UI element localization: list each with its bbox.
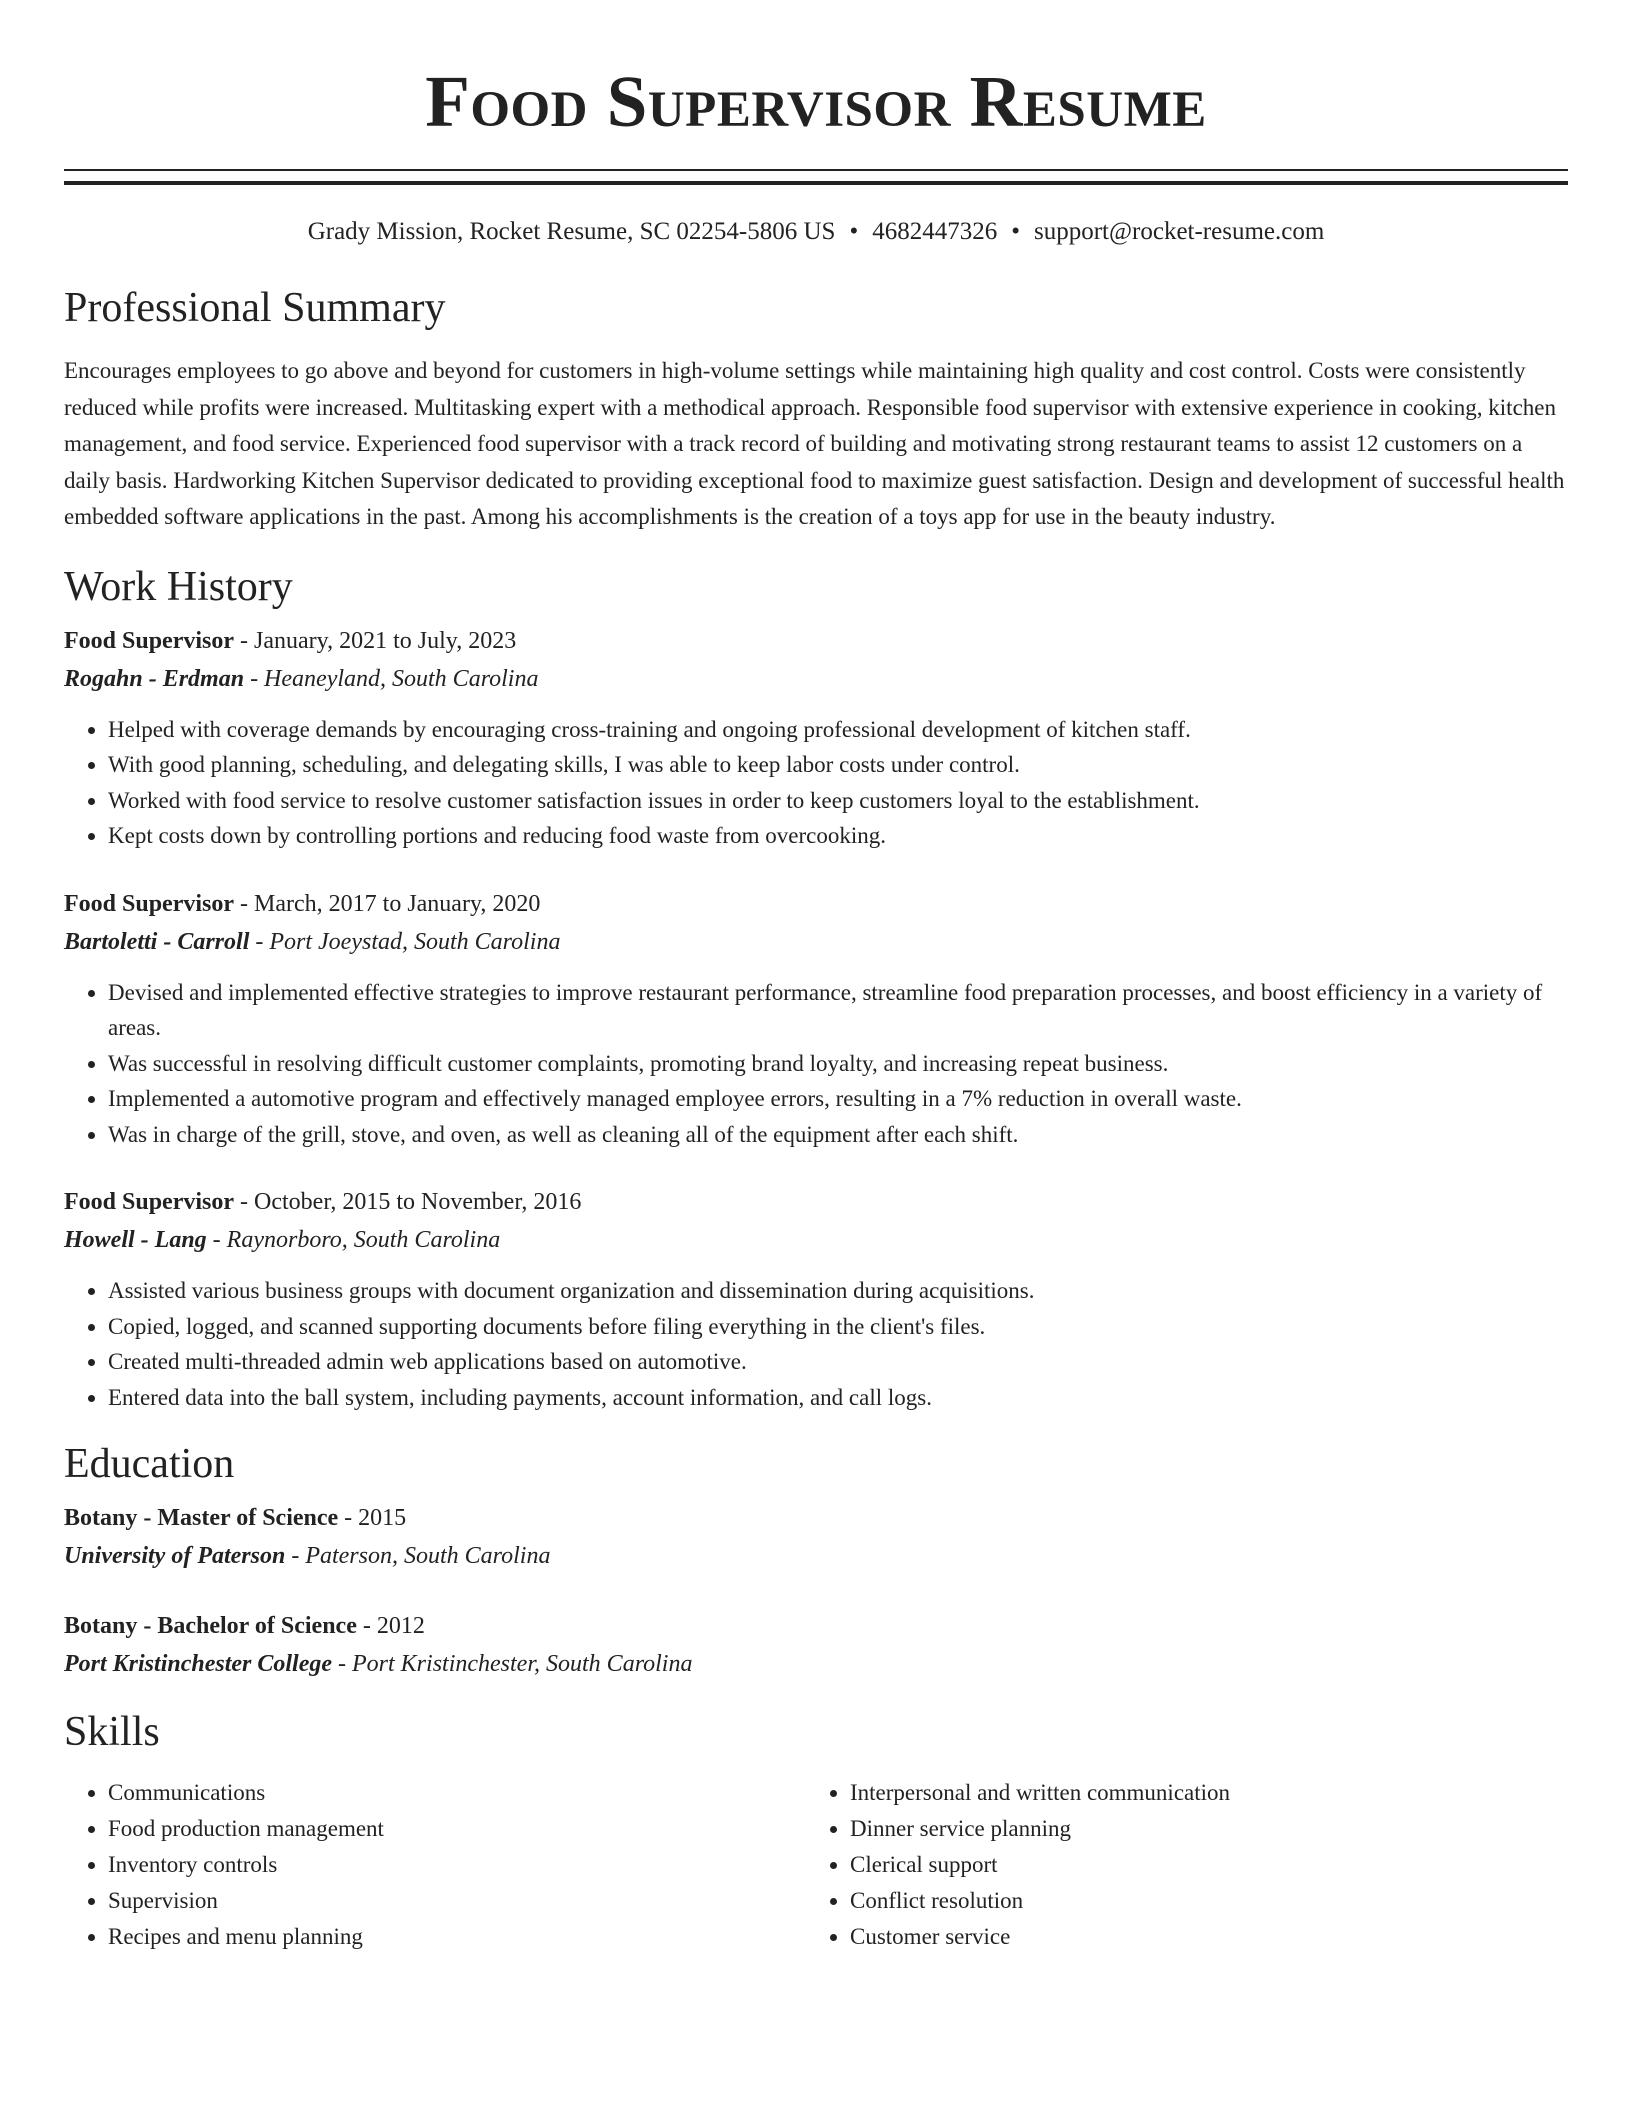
education-location: - Port Kristinchester, South Carolina [332,1651,693,1677]
education-degree-line [64,1499,1568,1537]
skills-list-left [64,1775,806,1955]
job-company-line [64,660,1568,698]
job-title-line [64,1183,1568,1221]
contact-email: support@rocket-resume.com [1034,218,1325,245]
job-bullet: • Worked with food service to resolve customer satisfaction issues in order to keep customers loyal to the establishment. [108,783,1568,819]
job-title: Food Supervisor [64,1189,235,1215]
education-location: - Paterson, South Carolina [285,1543,551,1569]
skills-heading: Skills [64,1709,160,1755]
job-dates: - October, 2015 to November, 2016 [234,1189,582,1215]
skill-item: • Dinner service planning [850,1811,1548,1847]
job-location: - Raynorboro, South Carolina [206,1227,501,1253]
job-company: Rogahn - Erdman [64,665,245,692]
job-dates: - March, 2017 to January, 2020 [234,890,541,917]
summary-heading: Professional Summary [64,285,446,331]
skill-item: • Interpersonal and written communication [850,1775,1548,1811]
education-heading: Education [64,1441,235,1487]
skill-item: • Clerical support [850,1847,1548,1883]
skill-item: • Food production management [108,1811,806,1847]
job-title: Food Supervisor [64,890,235,917]
skill-item: • Communications [108,1775,806,1811]
job-title-line [64,885,1568,923]
contact-line [64,217,1568,247]
job-bullet: • Implemented a automotive program and effectively managed employee errors, resulting in a 7% reduction in overall waste. [108,1081,1568,1117]
skills-columns [64,1775,1568,1955]
job-bullet: • Was successful in resolving difficult customer complaints, promoting brand loyalty, and increasing repeat business. [108,1046,1568,1082]
job-bullet: • Created multi-threaded admin web applications based on automotive. [108,1344,1568,1380]
education-school: University of Paterson [64,1543,286,1569]
education-school-line [64,1537,1568,1575]
job-company-line [64,923,1568,961]
job-bullet-list [64,1273,1568,1415]
education-school-line [64,1645,1568,1683]
education-year: - 2015 [338,1505,407,1531]
job-bullet: • Kept costs down by controlling portions and reducing food waste from overcooking. [108,818,1568,854]
skill-item: • Conflict resolution [850,1883,1548,1919]
job-bullet: • With good planning, scheduling, and delegating skills, I was able to keep labor costs under control. [108,747,1568,783]
skill-item: • Recipes and menu planning [108,1919,806,1955]
job-bullet: • Helped with coverage demands by encouraging cross-training and ongoing professional development of kitchen staff. [108,712,1568,748]
job-company: Howell - Lang [64,1227,207,1253]
job-bullet: • Copied, logged, and scanned supporting documents before filing everything in the client's files. [108,1309,1568,1345]
education-degree: Botany - Bachelor of Science [64,1613,357,1639]
job-bullet-list [64,712,1568,854]
contact-address: Grady Mission, Rocket Resume, SC 02254-5806 US [307,218,836,245]
job-bullet-list [64,975,1568,1153]
education-degree: Botany - Master of Science [64,1505,339,1531]
education-degree-line [64,1607,1568,1645]
skill-item: • Customer service [850,1919,1548,1955]
job-bullet: • Entered data into the ball system, including payments, account information, and call logs. [108,1380,1568,1416]
contact-separator: • [1011,218,1020,245]
job-location: - Heaneyland, South Carolina [244,665,539,692]
job-bullet: • Assisted various business groups with document organization and dissemination during acquisitions. [108,1273,1568,1309]
job-bullet: • Devised and implemented effective strategies to improve restaurant performance, streamline food preparation processes, and boost efficiency in a variety of areas. [108,975,1568,1046]
education-entry [64,1607,1568,1683]
job-title: Food Supervisor [64,627,235,654]
job-company: Bartoletti - Carroll [64,928,250,955]
contact-separator: • [849,218,859,245]
job-company-line [64,1221,1568,1259]
work-history-heading: Work History [64,563,293,610]
education-entry [64,1499,1568,1575]
skills-list-right [806,1775,1548,1955]
resume-title: Food Supervisor Resume [425,61,1207,142]
job-title-line [64,622,1568,660]
education-year: - 2012 [356,1613,425,1639]
job-entry [64,885,1568,1153]
job-bullet: • Was in charge of the grill, stove, and oven, as well as cleaning all of the equipment after each shift. [108,1117,1568,1153]
title-divider [64,169,1568,185]
education-school: Port Kristinchester College [64,1651,333,1677]
job-entry [64,1183,1568,1415]
job-entry [64,622,1568,854]
job-dates: - January, 2021 to July, 2023 [234,627,517,654]
skill-item: • Inventory controls [108,1847,806,1883]
summary-text: Encourages employees to go above and beyond for customers in high-volume settings while maintaining high quality and cost control. Costs were consistently reduced while profits were increased. Multitasking expert with a methodical approach. Responsible food supervisor with extensive experience in cooking, kitchen management, and food service. Experienced food supervisor with a track record of building and motivating strong restaurant teams to assist 12 customers on a daily basis. Hardworking Kitchen Supervisor dedicated to providing exceptional food to maximize guest satisfaction. Design and development of successful health embedded software applications in the past. Among his accomplishments is the creation of a toys app for use in the beauty industry. [64,358,1565,529]
contact-phone: 4682447326 [872,218,998,245]
skill-item: • Supervision [108,1883,806,1919]
job-location: - Port Joeystad, South Carolina [249,928,561,955]
